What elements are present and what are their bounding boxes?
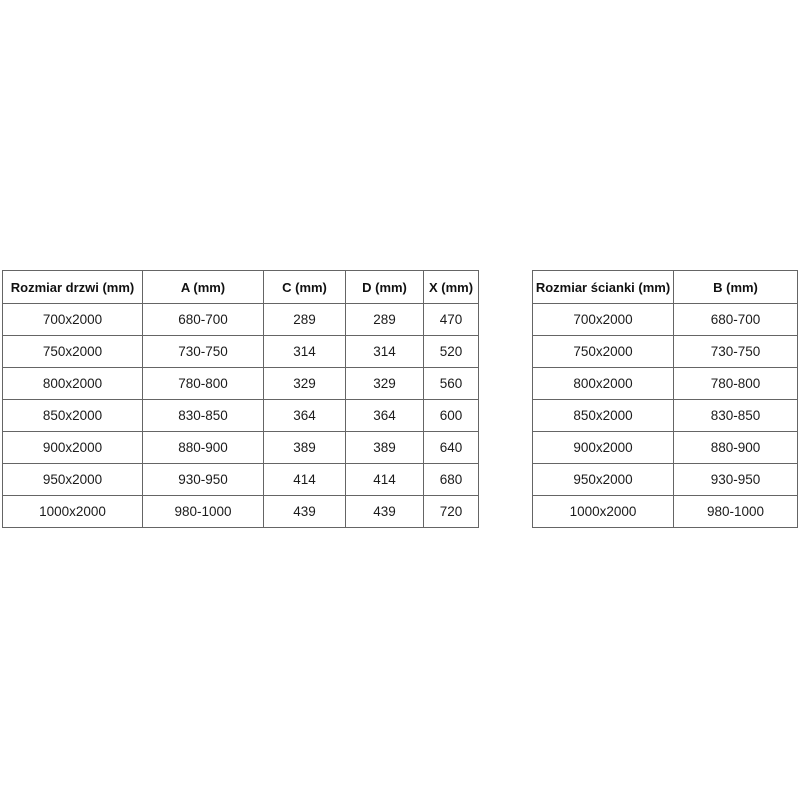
table-cell: 680-700 (143, 304, 264, 336)
table-cell: 329 (346, 368, 424, 400)
table-cell: 329 (264, 368, 346, 400)
column-header: D (mm) (346, 271, 424, 304)
column-header: B (mm) (674, 271, 798, 304)
table-cell: 750x2000 (3, 336, 143, 368)
table-cell: 289 (264, 304, 346, 336)
table-cell: 1000x2000 (533, 496, 674, 528)
table-cell: 389 (346, 432, 424, 464)
table-row (533, 432, 798, 464)
table-row (533, 400, 798, 432)
table-cell: 640 (424, 432, 479, 464)
column-header: Rozmiar ścianki (mm) (533, 271, 674, 304)
table-cell: 930-950 (143, 464, 264, 496)
table-cell: 780-800 (143, 368, 264, 400)
table-cell: 830-850 (143, 400, 264, 432)
table-cell: 930-950 (674, 464, 798, 496)
table-cell: 289 (346, 304, 424, 336)
table-cell: 950x2000 (533, 464, 674, 496)
table-cell: 439 (264, 496, 346, 528)
column-header: A (mm) (143, 271, 264, 304)
table-cell: 680 (424, 464, 479, 496)
column-header: C (mm) (264, 271, 346, 304)
table-cell: 314 (346, 336, 424, 368)
table-cell: 520 (424, 336, 479, 368)
table-cell: 850x2000 (3, 400, 143, 432)
table-cell: 900x2000 (533, 432, 674, 464)
table-cell: 750x2000 (533, 336, 674, 368)
table-cell: 700x2000 (3, 304, 143, 336)
wall-panel-dimensions-table-container (532, 270, 798, 528)
table-cell: 439 (346, 496, 424, 528)
table-cell: 800x2000 (533, 368, 674, 400)
table-cell: 850x2000 (533, 400, 674, 432)
table-row (3, 400, 479, 432)
header-row (533, 271, 798, 304)
table-cell: 780-800 (674, 368, 798, 400)
table-cell: 680-700 (674, 304, 798, 336)
table-row (3, 336, 479, 368)
table-row (3, 496, 479, 528)
table-row (533, 464, 798, 496)
table-row (3, 464, 479, 496)
table-row (533, 336, 798, 368)
table-cell: 730-750 (674, 336, 798, 368)
table-row (533, 496, 798, 528)
door-dimensions-table (2, 270, 479, 528)
table-cell: 470 (424, 304, 479, 336)
table-row (3, 432, 479, 464)
table-cell: 414 (346, 464, 424, 496)
table-row (3, 304, 479, 336)
table-cell: 560 (424, 368, 479, 400)
table-cell: 950x2000 (3, 464, 143, 496)
header-row (3, 271, 479, 304)
table-cell: 364 (264, 400, 346, 432)
table-cell: 900x2000 (3, 432, 143, 464)
table-cell: 720 (424, 496, 479, 528)
column-header: Rozmiar drzwi (mm) (3, 271, 143, 304)
table-cell: 730-750 (143, 336, 264, 368)
table-cell: 600 (424, 400, 479, 432)
table-cell: 880-900 (143, 432, 264, 464)
door-dimensions-table-container (2, 270, 479, 528)
table-cell: 414 (264, 464, 346, 496)
table-row (533, 304, 798, 336)
table-cell: 1000x2000 (3, 496, 143, 528)
table-cell: 389 (264, 432, 346, 464)
table-cell: 314 (264, 336, 346, 368)
table-cell: 800x2000 (3, 368, 143, 400)
table-cell: 880-900 (674, 432, 798, 464)
column-header: X (mm) (424, 271, 479, 304)
table-cell: 364 (346, 400, 424, 432)
table-row (3, 368, 479, 400)
wall-panel-dimensions-table (532, 270, 798, 528)
table-cell: 980-1000 (674, 496, 798, 528)
table-cell: 980-1000 (143, 496, 264, 528)
table-cell: 830-850 (674, 400, 798, 432)
table-cell: 700x2000 (533, 304, 674, 336)
table-row (533, 368, 798, 400)
